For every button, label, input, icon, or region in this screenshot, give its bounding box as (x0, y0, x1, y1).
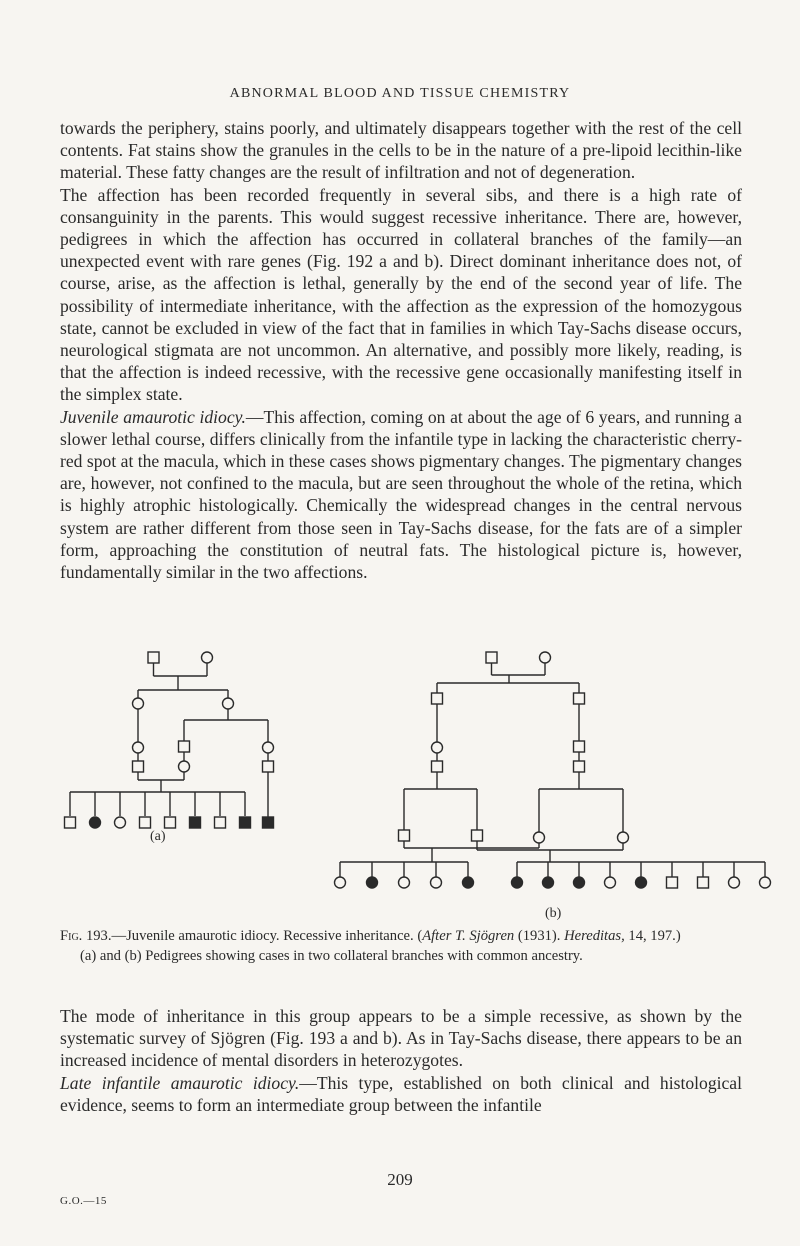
pedigree-a-female (133, 742, 144, 753)
pedigree-b-female-affected (574, 877, 585, 888)
pedigree-b-male (399, 830, 410, 841)
pedigree-a-female (133, 698, 144, 709)
pedigree-a-female-affected (90, 817, 101, 828)
signature-mark: G.O.—15 (60, 1195, 107, 1207)
pedigree-a-male (165, 817, 176, 828)
figure-caption (60, 926, 750, 966)
figure-label-b: (b) (545, 906, 562, 921)
caption-year: (1931). (514, 928, 565, 944)
pedigree-a-male-affected (263, 817, 274, 828)
pedigree-b-male (574, 693, 585, 704)
pedigree-b-female (431, 877, 442, 888)
caption-sub-b: (b) (124, 948, 142, 964)
pedigree-b-female (399, 877, 410, 888)
pedigree-a-male (133, 761, 144, 772)
pedigree-b-male (574, 761, 585, 772)
page-number: 209 (387, 1170, 413, 1189)
pedigree-a-female (115, 817, 126, 828)
pedigree-b-female (335, 877, 346, 888)
pedigree-a-female (179, 761, 190, 772)
late-infantile-text: —This type, established on both clinical and histological evidence, seems to form an intermediate group between the infantile (60, 1072, 743, 1115)
late-infantile-heading: Late infantile amaurotic idiocy. (60, 1072, 300, 1093)
pedigree-b-male (432, 693, 443, 704)
pedigree-b-female (729, 877, 740, 888)
pedigree-a-male (65, 817, 76, 828)
pedigree-b-female-affected (543, 877, 554, 888)
pedigree-b-female (540, 652, 551, 663)
figure-label-a: (a) (150, 829, 166, 844)
pedigree-b-male (698, 877, 709, 888)
pedigree-b-female-affected (463, 877, 474, 888)
caption-source: After T. Sjögren (422, 928, 515, 944)
paragraph-late-infantile (60, 1072, 742, 1116)
pedigree-a-male-affected (240, 817, 251, 828)
pedigree-b-male (574, 741, 585, 752)
caption-sub-and: and (96, 948, 125, 964)
pedigree-b-male (432, 761, 443, 772)
pedigree-b-female (760, 877, 771, 888)
pedigree-b (335, 652, 771, 888)
pedigree-a-male (263, 761, 274, 772)
caption-sub (60, 946, 750, 966)
running-head: ABNORMAL BLOOD AND TISSUE CHEMISTRY (229, 86, 571, 101)
pedigree-a-male (148, 652, 159, 663)
paragraph-1: towards the periphery, stains poorly, and ultimately disappears together with the rest of the cell contents. Fat stains show the granules in the cells to be in the nature of a pre-lipoid lecithin-like material. These fatty changes are the result of infiltration and not of degeneration. (60, 118, 742, 183)
paragraph-2: The affection has been recorded frequently in several sibs, and there is a high rate of consanguinity in the parents. This would suggest recessive inheritance. There are, however, pedigrees in which the affection has occurred in collateral branches of the family—an unexpected event with rare genes (Fig. 192 a and b). Direct dominant inheritance does not, of course, arise, as the affection is lethal, generally by the end of the second year of life. The possibility of intermediate inheritance, with the affection as the expression of the homozygous state, cannot be excluded in view of the fact that in families in which Tay-Sachs disease occurs, neurological stigmata are not uncommon. An alternative, and possibly more likely, reading, is that the affection is indeed recessive, with the recessive gene occasionally manifesting itself in the simplex state. (60, 184, 742, 405)
paragraph-mode-of-inheritance: The mode of inheritance in this group appears to be a simple recessive, as shown by the systematic survey of Sjögren (Fig. 193 a and b). As in Tay-Sachs disease, there appears to be an increased incidence of mental disorders in heterozygotes. (60, 1006, 742, 1071)
caption-ref: 14, 197.) (624, 928, 681, 944)
caption-journal: Hereditas, (564, 928, 625, 944)
caption-sub-a: (a) (80, 948, 97, 964)
pedigree-a-male (179, 741, 190, 752)
caption-text: —Juvenile amaurotic idiocy. Recessive inheritance. ( (111, 928, 423, 944)
pedigree-a (65, 652, 274, 828)
text-block-bottom (60, 1005, 742, 1116)
pedigree-b-female (605, 877, 616, 888)
pedigree-a-female (202, 652, 213, 663)
pedigree-a-male (140, 817, 151, 828)
caption-fig-number: Fig. 193. (60, 928, 112, 944)
pedigree-b-male (486, 652, 497, 663)
pedigree-b-male (472, 830, 483, 841)
pedigree-a-female (263, 742, 274, 753)
caption-sub-text: Pedigrees showing cases in two collateral branches with common ancestry. (141, 948, 583, 964)
pedigree-b-female (432, 742, 443, 753)
pedigree-b-female-affected (636, 877, 647, 888)
pedigree-a-female (223, 698, 234, 709)
pedigree-b-female-affected (512, 877, 523, 888)
pedigree-a-male (215, 817, 226, 828)
pedigree-a-male-affected (190, 817, 201, 828)
pedigree-b-female (534, 832, 545, 843)
pedigree-b-female-affected (367, 877, 378, 888)
juvenile-text: —This affection, coming on at about the age of 6 years, and running a slower lethal course, differs clinically from the infantile type in lacking the characteristic cherry-red spot at the macula, which in these cases shows pigmentary changes. The pigmentary changes are, however, not confined to the macula, but are seen throughout the whole of the retina, which is highly atrophic histologically. Chemically the widespread changes in the central nervous system are rather different from those seen in Tay-Sachs disease, for the fats are of a simpler form, approaching the constitution of neutral fats. The histological picture is, however, fundamentally similar in the two affections. (60, 406, 742, 583)
juvenile-heading: Juvenile amaurotic idiocy. (60, 406, 246, 427)
pedigree-b-male (667, 877, 678, 888)
pedigree-b-female (618, 832, 629, 843)
caption-main (60, 926, 750, 946)
